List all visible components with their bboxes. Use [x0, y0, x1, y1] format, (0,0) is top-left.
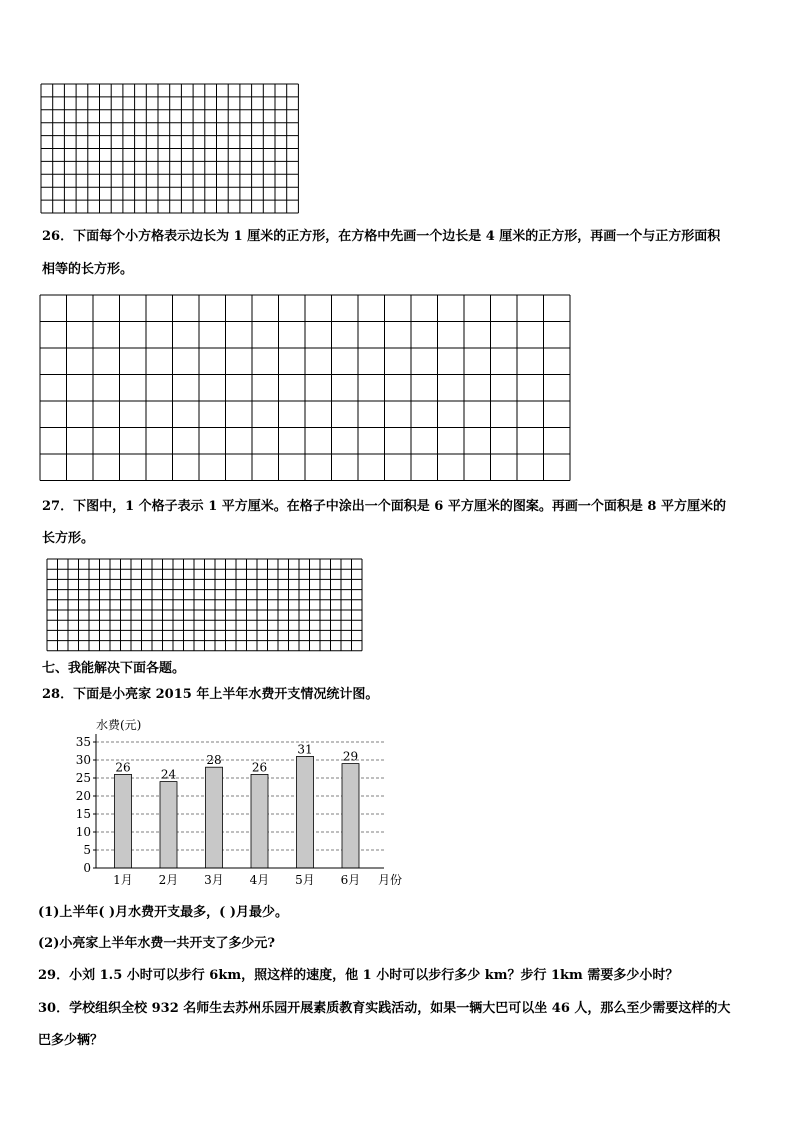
- question-28-title: 28．下面是小亮家 2015 年上半年水费开支情况统计图。: [42, 687, 379, 702]
- question-28-part2: (2)小亮家上半年水费一共开支了多少元?: [38, 936, 275, 951]
- question-29: 29．小刘 1.5 小时可以步行 6km，照这样的速度，他 1 小时可以步行多少 km？步行 1km 需要多少小时？: [38, 968, 679, 983]
- chart-ytick-label: 20: [75, 789, 91, 803]
- grid-q27: [46, 558, 366, 652]
- grid-q26: [39, 294, 573, 482]
- chart-ylabel: 水费(元): [96, 718, 142, 732]
- chart-data-label: 31: [297, 742, 313, 757]
- chart-data-label: 26: [115, 760, 131, 775]
- chart-ytick-label: 0: [83, 861, 91, 875]
- question-30-line2: 巴多少辆？: [38, 1033, 104, 1048]
- question-26-line2: 相等的长方形。: [42, 262, 134, 277]
- chart-ytick-label: 30: [75, 753, 91, 767]
- water-fee-bar-chart: [66, 712, 416, 892]
- chart-bar: [206, 767, 223, 868]
- question-26-line1: 26．下面每个小方格表示边长为 1 厘米的正方形，在方格中先画一个边长是 4 厘米的正方形，再画一个与正方形面积: [42, 229, 721, 244]
- chart-ytick-label: 5: [83, 843, 91, 857]
- chart-bar: [342, 764, 359, 868]
- chart-xtick-label: 1月: [113, 873, 133, 887]
- chart-ytick-label: 15: [75, 807, 91, 821]
- chart-ytick-label: 10: [75, 825, 91, 839]
- chart-xtick-label: 3月: [204, 873, 224, 887]
- chart-bar: [115, 774, 132, 868]
- chart-ytick-label: 25: [75, 771, 91, 785]
- question-28-part1: (1)上半年( )月水费开支最多，( )月最少。: [38, 905, 289, 920]
- question-27-line1: 27．下图中，1 个格子表示 1 平方厘米。在格子中涂出一个面积是 6 平方厘米的图案。再画一个面积是 8 平方厘米的: [42, 499, 726, 514]
- section-7-heading: 七、我能解决下面各题。: [42, 661, 186, 676]
- chart-ytick-label: 35: [75, 735, 91, 749]
- chart-xtick-label: 4月: [249, 873, 270, 887]
- chart-bar: [160, 782, 177, 868]
- chart-bar: [251, 774, 268, 868]
- chart-bar: [297, 756, 314, 868]
- chart-data-label: 28: [206, 753, 222, 768]
- chart-data-label: 29: [342, 749, 359, 764]
- chart-xtick-label: 2月: [158, 873, 179, 887]
- chart-xtick-label: 5月: [295, 873, 315, 887]
- chart-data-label: 24: [160, 767, 177, 782]
- chart-data-label: 26: [251, 760, 268, 775]
- question-27-line2: 长方形。: [42, 531, 95, 546]
- question-30-line1: 30．学校组织全校 932 名师生去苏州乐园开展素质教育实践活动，如果一辆大巴可以坐 46 人，那么至少需要这样的大: [38, 1001, 731, 1016]
- grid-top: [40, 83, 306, 217]
- chart-xtick-label: 6月: [340, 873, 361, 887]
- chart-xlabel: 月份: [378, 873, 403, 887]
